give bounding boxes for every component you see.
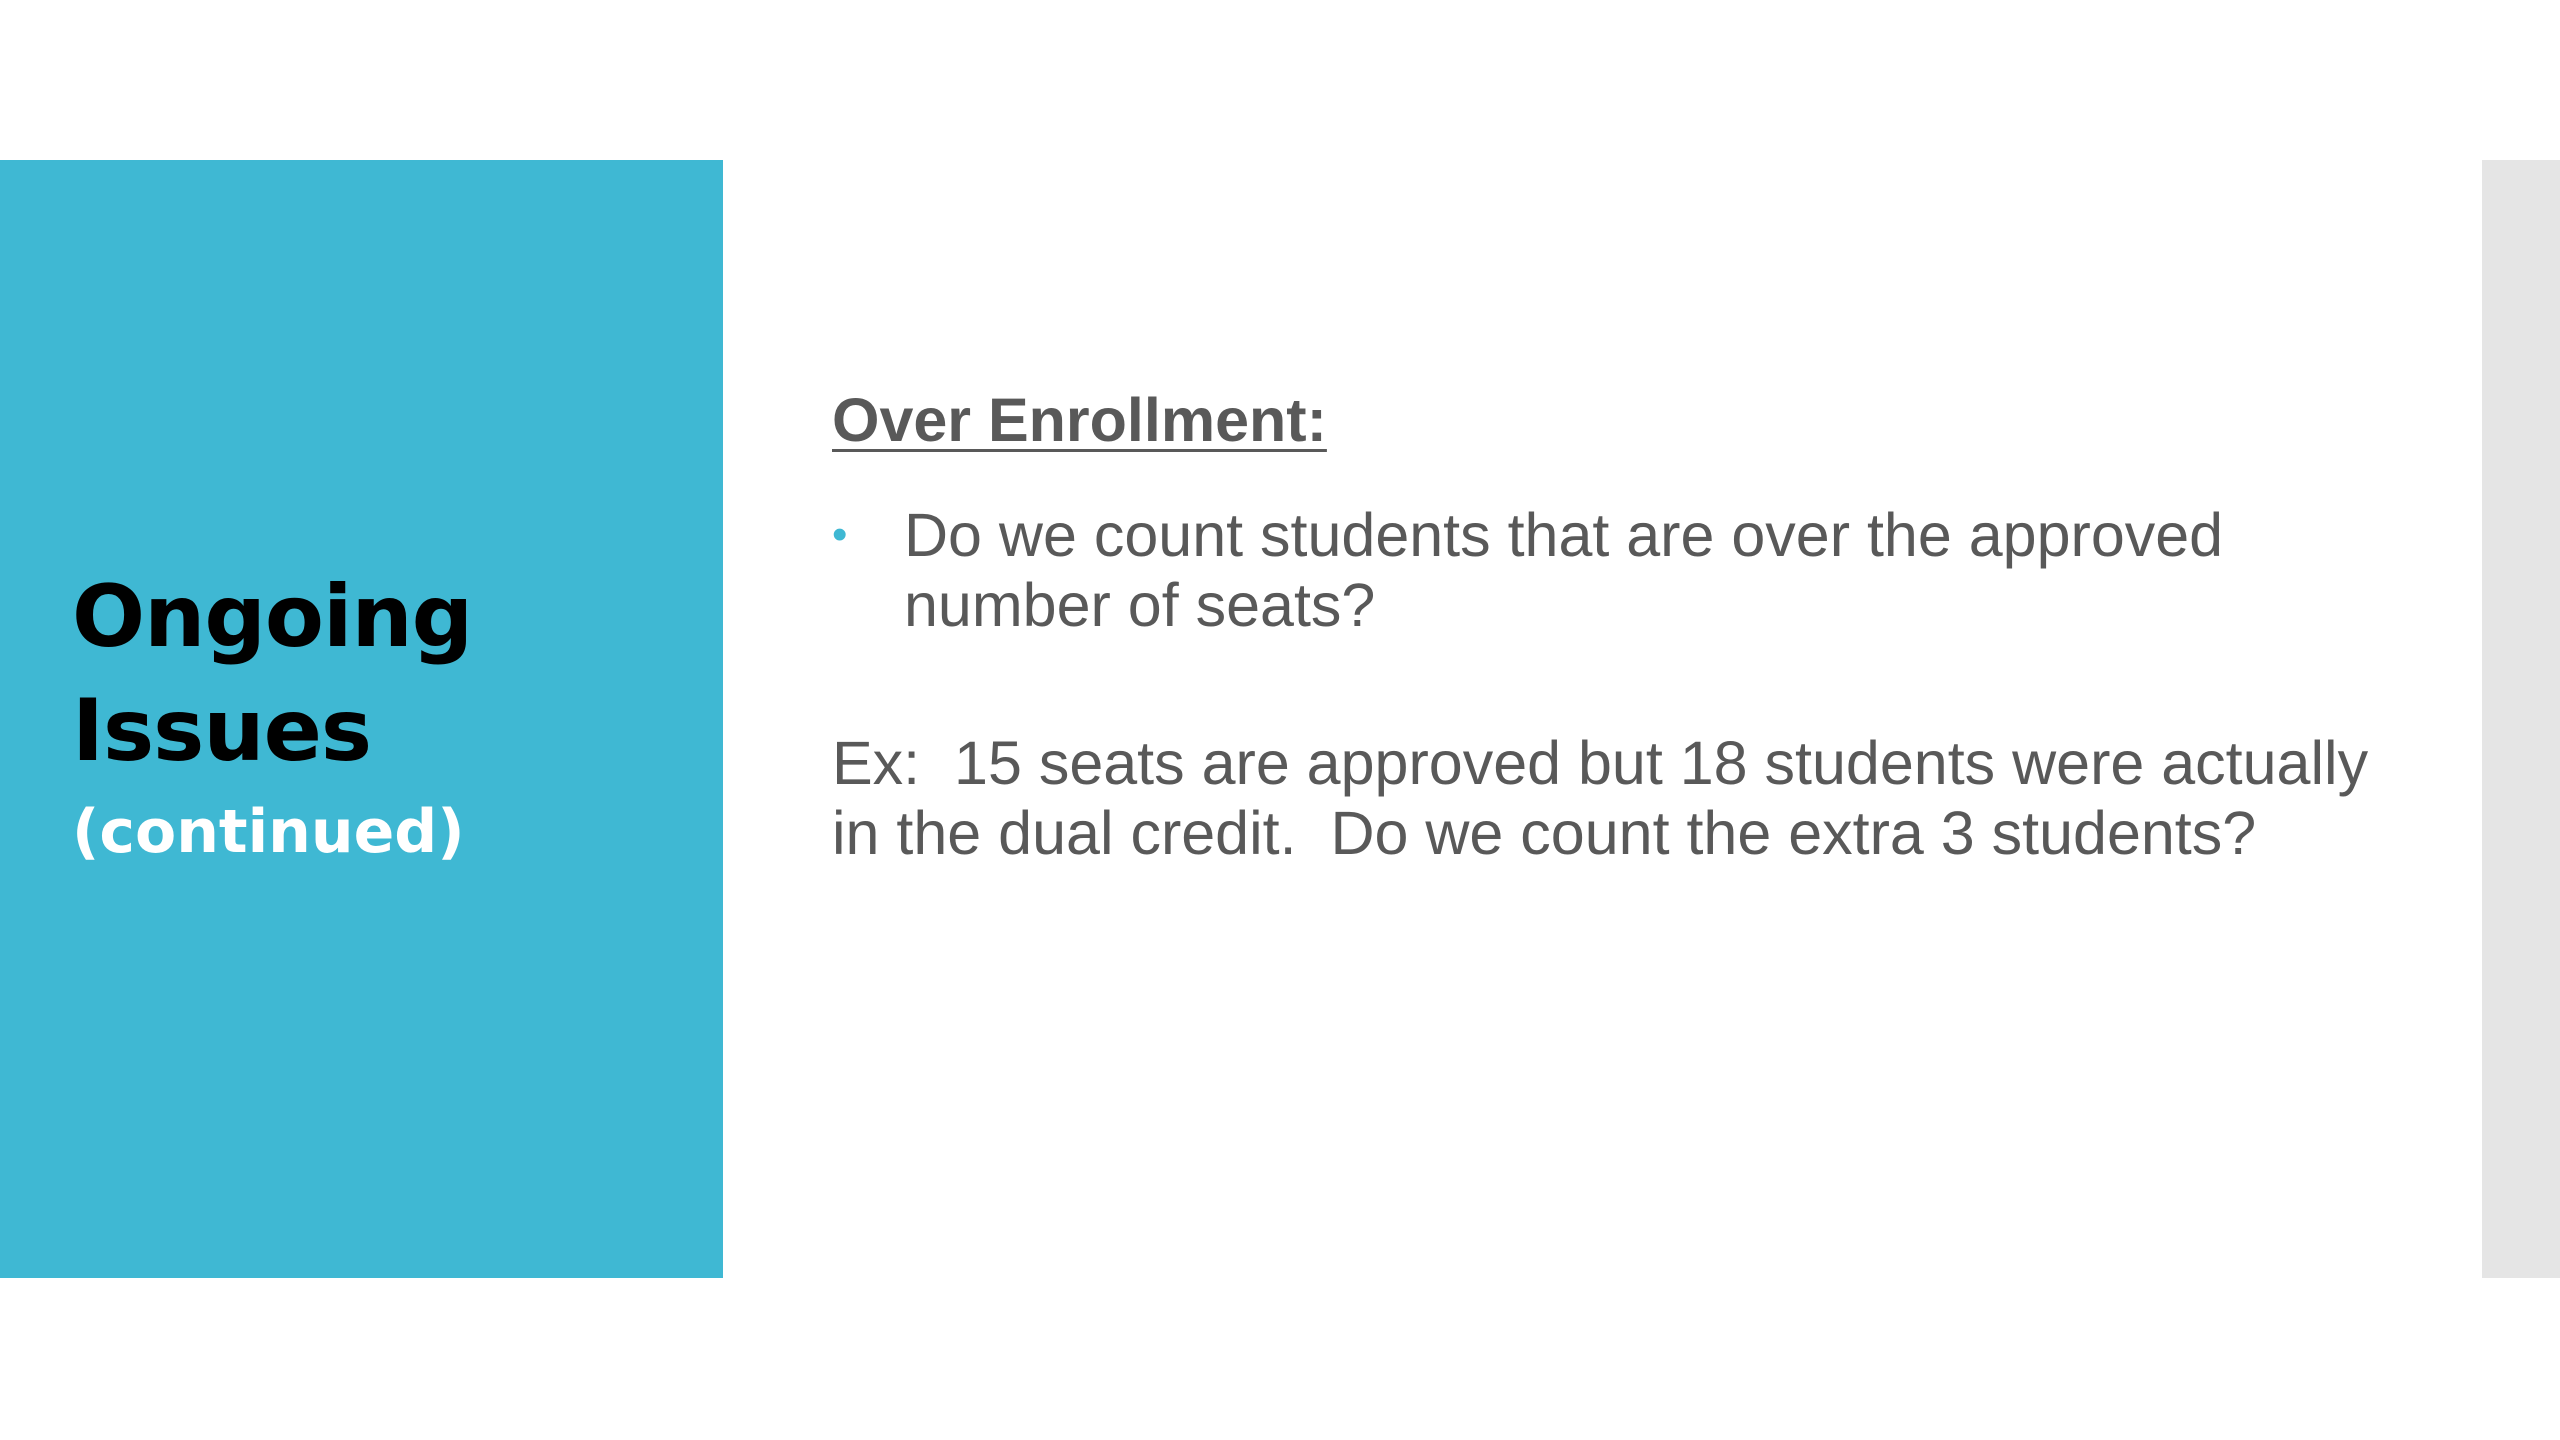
bullet-item xyxy=(832,500,2392,640)
slide-content xyxy=(832,380,2392,868)
title-line-1: Ongoing xyxy=(72,567,473,667)
section-heading: Over Enrollment: xyxy=(832,386,1327,454)
bullet-list xyxy=(832,500,2392,640)
title-line-2: Issues xyxy=(72,681,372,781)
slide-subtitle: (continued) xyxy=(72,797,465,867)
slide-title xyxy=(72,560,692,872)
bullet-text: Do we count students that are over the approved number of seats? xyxy=(904,501,2224,639)
side-strip xyxy=(2482,160,2560,1278)
bullet-dot-icon: • xyxy=(832,510,848,559)
example-paragraph: Ex: 15 seats are approved but 18 students were actually in the dual credit. Do we count the extra 3 students? xyxy=(832,729,2386,867)
